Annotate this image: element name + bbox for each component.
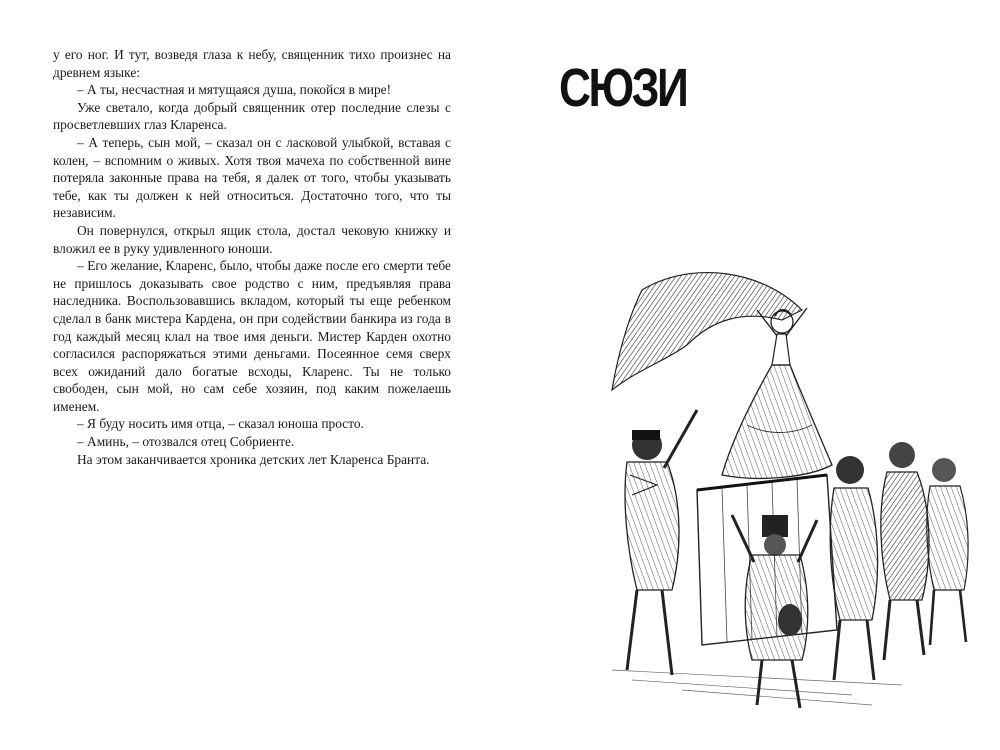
paragraph: – Его желание, Кларенс, было, чтобы даже после его смерти тебе не пришлось доказывать свое родство с ним, предъявляя права наследника. Воспользовавшись вкладом, который ты еще ребенком сделал в банк мистера Кардена, он при содействии банкира из года в год каждый месяц клал на твое имя деньги. Мистер Карден охотно согласился распоряжаться этими деньгами. Посеянное семя сверх всех ожиданий дало богатые всходы, Кларенс. Ты не только свободен, сын мой, но сам себе хозяин, под каким пожелаешь именем.	[53, 258, 451, 414]
paragraph: – А ты, несчастная и мятущаяся душа, покойся в мире!	[77, 82, 392, 98]
paragraph: Уже светало, когда добрый священник отер последние слезы с просветлевших глаз Кларенса.	[53, 99, 451, 133]
engraving-illustration-icon	[572, 250, 982, 720]
right-page	[500, 0, 1000, 750]
paragraph: у его ног. И тут, возведя глаза к небу, священник тихо произнес на древнем языке:	[53, 47, 451, 80]
paragraph: Он повернулся, открыл ящик стола, достал чековую книжку и вложил ее в руку удивленного юноши.	[53, 222, 451, 256]
paragraph: – Я буду носить имя отца, – сказал юноша просто.	[77, 416, 364, 432]
chapter-title: СЮЗИ	[559, 58, 687, 118]
paragraph: На этом заканчивается хроника детских лет Кларенса Бранта.	[77, 451, 430, 467]
paragraph: – А теперь, сын мой, – сказал он с ласковой улыбкой, вставая с колен, – вспомним о живых. Хотя твоя мачеха по собственной вине потеряла законные права на тебя, я далек от того, чтобы указывать тебе, как ты должен к ней относиться. Достаточно того, что ты независим.	[53, 134, 451, 221]
left-page-text	[53, 46, 451, 468]
paragraph: – Аминь, – отозвался отец Собриенте.	[77, 434, 295, 450]
